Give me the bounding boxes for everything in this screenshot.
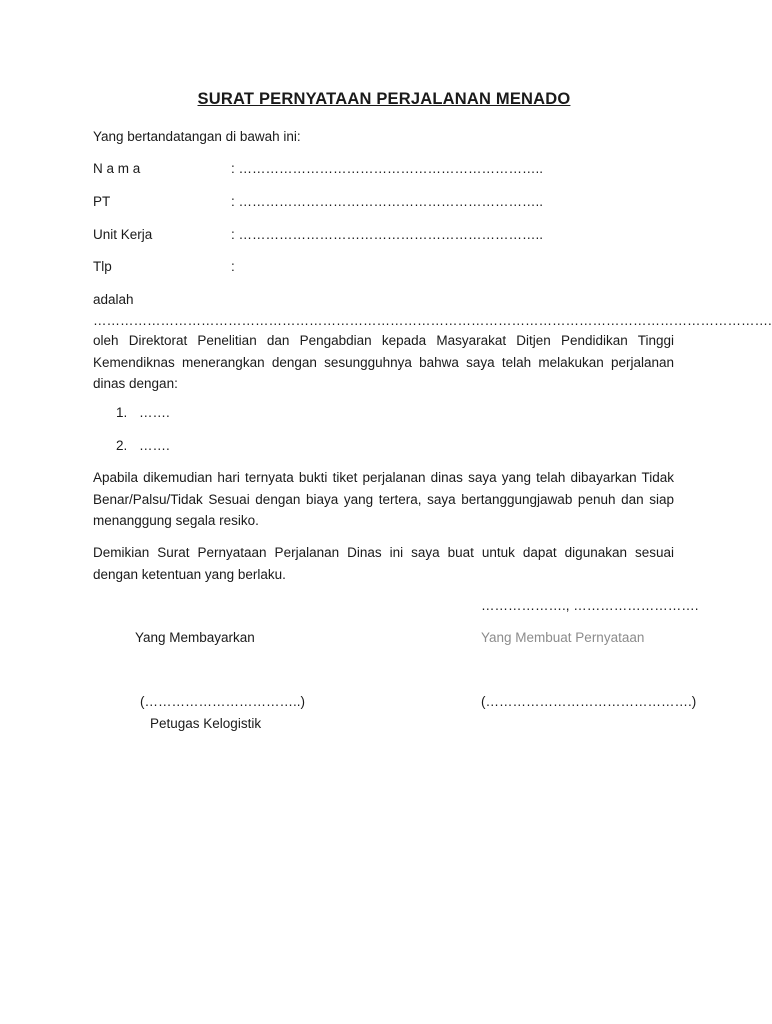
- place-date-line: ………………., ……………………….: [481, 598, 699, 613]
- field-value-tlp: :: [231, 259, 235, 274]
- adalah-dotted-line: …………………………………………………………………………………………………………………………………….: [93, 313, 772, 328]
- signature-left-role: Yang Membayarkan: [135, 630, 255, 645]
- responsibility-paragraph: Apabila dikemudian hari ternyata bukti tiket perjalanan dinas saya yang telah dibayarkan Tidak Benar/Palsu/Tidak Sesuai dengan biaya yang tertera, saya bertanggungjawab penuh dan siap menanggung segala resiko.: [93, 470, 674, 528]
- signature-right-blank: (……………………………………….): [481, 694, 697, 709]
- field-label-pt: PT: [93, 194, 111, 209]
- field-label-unit-kerja: Unit Kerja: [93, 227, 153, 242]
- list-item-1: …….: [139, 405, 170, 420]
- document-title: SURAT PERNYATAAN PERJALANAN MENADO: [197, 90, 571, 108]
- intro-text: Yang bertandatangan di bawah ini:: [93, 129, 301, 144]
- closing-paragraph: Demikian Surat Pernyataan Perjalanan Dinas ini saya buat untuk dapat digunakan sesuai dengan ketentuan yang berlaku.: [93, 545, 674, 582]
- signature-right-role: Yang Membuat Pernyataan: [481, 630, 645, 645]
- field-value-pt: : …………………………………………………………..: [231, 194, 544, 209]
- signature-left-position: Petugas Kelogistik: [150, 716, 262, 731]
- field-value-nama: : …………………………………………………………..: [231, 161, 544, 176]
- field-label-tlp: Tlp: [93, 259, 112, 274]
- field-value-unit-kerja: : …………………………………………………………..: [231, 227, 544, 242]
- statement-paragraph: oleh Direktorat Penelitian dan Pengabdian kepada Masyarakat Ditjen Pendidikan Tinggi Kemendiknas menerangkan dengan sesungguhnya bahwa saya telah melakukan perjalanan dinas dengan:: [93, 333, 674, 391]
- list-number-1: 1.: [116, 405, 128, 420]
- field-label-nama: N a m a: [93, 161, 141, 176]
- list-number-2: 2.: [116, 438, 128, 453]
- adalah-label: adalah: [93, 292, 134, 307]
- signature-left-blank: (……………………………..): [140, 694, 305, 709]
- list-item-2: …….: [139, 438, 170, 453]
